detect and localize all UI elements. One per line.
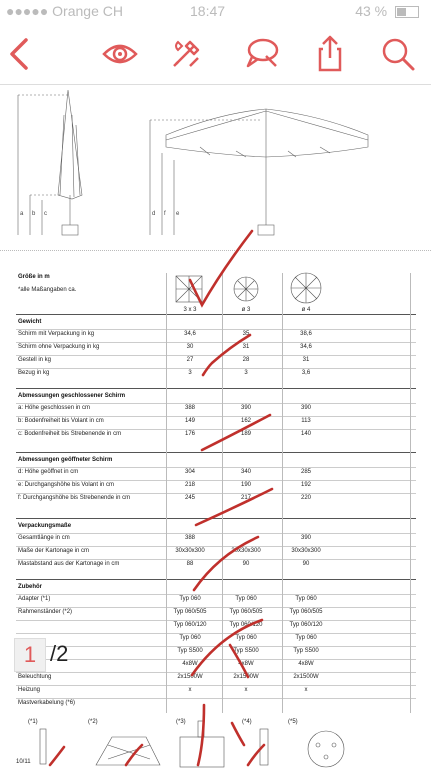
share-button[interactable] — [308, 32, 352, 76]
table-cell: 390 — [240, 405, 251, 411]
table-cell: Typ 060 — [235, 635, 257, 641]
row-label: Schirm mit Verpackung in kg — [18, 331, 95, 337]
table-cell: 304 — [184, 469, 195, 475]
column-divider — [410, 273, 411, 713]
section-title: Verpackungsmaße — [18, 523, 72, 529]
row-divider — [16, 685, 416, 686]
dim-label-b: b — [32, 211, 36, 217]
row-divider — [16, 355, 416, 356]
row-divider — [16, 646, 416, 647]
table-cell: Typ 060/505 — [289, 609, 323, 615]
share-icon — [308, 32, 352, 76]
row-divider — [16, 633, 416, 634]
row-label: a: Höhe geschlossen in cm — [18, 405, 91, 411]
row-label: Schirm ohne Verpackung in kg — [18, 344, 100, 350]
table-cell: Typ S500 — [177, 648, 203, 654]
table-cell: 28 — [242, 357, 250, 363]
comment-button[interactable] — [240, 32, 284, 76]
view-button[interactable] — [98, 32, 142, 76]
table-cell: 31 — [242, 344, 250, 350]
current-page[interactable]: 1 — [14, 638, 46, 672]
dim-label-d: d — [152, 211, 156, 217]
table-cell: Typ 060 — [295, 596, 317, 602]
section-title: Abmessungen geöffneter Schirm — [18, 457, 113, 463]
row-label: Gestell in kg — [18, 357, 52, 363]
row-label: Bezug in kg — [18, 370, 50, 376]
table-cell: 3 — [188, 370, 192, 376]
search-button[interactable] — [376, 32, 420, 76]
table-cell: Typ S500 — [293, 648, 319, 654]
table-cell: 190 — [240, 482, 251, 488]
table-cell: Typ 060/120 — [289, 622, 323, 628]
row-divider — [16, 368, 416, 369]
row-label: f: Durchgangshöhe bis Strebenende in cm — [18, 495, 131, 501]
chevron-left-icon — [0, 32, 44, 76]
row-divider — [16, 467, 416, 468]
accessory-label: (*3) — [176, 719, 186, 725]
table-cell: 34,6 — [184, 331, 196, 337]
table-cell: x — [244, 687, 248, 693]
row-label: b: Bodenfreiheit bis Volant in cm — [18, 418, 104, 424]
row-divider — [16, 342, 416, 343]
search-icon — [376, 32, 420, 76]
umbrella-technical-drawing — [0, 85, 431, 265]
row-label: Adapter (*1) — [18, 596, 51, 602]
table-cell: Typ 060/120 — [229, 622, 263, 628]
table-cell: Typ S500 — [233, 648, 259, 654]
table-cell: 217 — [240, 495, 251, 501]
battery-icon — [395, 6, 419, 18]
clock: 18:47 — [190, 3, 226, 19]
dotted-separator — [0, 250, 431, 251]
row-divider — [16, 480, 416, 481]
column-label: ø 4 — [301, 307, 311, 313]
table-cell: 35 — [242, 331, 250, 337]
accessory-label: (*2) — [88, 719, 98, 725]
table-cell: 30 — [186, 344, 194, 350]
table-cell: x — [188, 687, 192, 693]
column-label: 3 x 3 — [183, 307, 197, 313]
table-cell: 388 — [184, 535, 195, 541]
row-divider — [16, 672, 416, 673]
table-cell: 189 — [240, 431, 251, 437]
annotate-tools-icon — [164, 32, 208, 76]
table-cell: 3,6 — [301, 370, 311, 376]
column-divider — [282, 273, 283, 713]
section-divider — [16, 579, 416, 580]
table-cell: Typ 060 — [295, 635, 317, 641]
table-cell: 388 — [184, 405, 195, 411]
row-label: Mastverkabelung (*6) — [18, 700, 76, 706]
table-cell: 218 — [184, 482, 195, 488]
row-label: Maße der Kartonage in cm — [18, 548, 90, 554]
table-cell: Typ 060 — [179, 596, 201, 602]
row-divider — [16, 493, 416, 494]
table-cell: 113 — [301, 418, 311, 424]
section-divider — [16, 314, 416, 315]
dim-label-c: c — [44, 211, 47, 217]
table-cell: 220 — [300, 495, 311, 501]
dim-label-a: a — [20, 211, 24, 217]
dim-label-f: f — [164, 211, 166, 217]
row-divider — [16, 403, 416, 404]
accessory-drawings — [0, 715, 431, 768]
page-footer-number: 10/11 — [16, 759, 31, 765]
table-cell: 340 — [240, 469, 251, 475]
table-cell: Typ 060 — [235, 596, 257, 602]
column-label: ø 3 — [241, 307, 251, 313]
table-cell: 149 — [184, 418, 195, 424]
accessory-label: (*1) — [28, 719, 38, 725]
table-cell: 245 — [184, 495, 195, 501]
table-cell: 30x30x300 — [291, 548, 321, 554]
row-divider — [16, 429, 416, 430]
back-button[interactable] — [0, 32, 44, 76]
umbrella-shape-icons — [168, 270, 408, 310]
row-label: Heizung — [18, 687, 41, 693]
table-cell: 30x30x300 — [231, 548, 261, 554]
row-label: Mastabstand aus der Kartonage in cm — [18, 561, 120, 567]
battery-indicator — [355, 3, 419, 19]
table-cell: 2x1500W — [233, 674, 259, 680]
accessory-label: (*5) — [288, 719, 298, 725]
table-cell: 38,6 — [300, 331, 312, 337]
table-cell: 140 — [300, 431, 311, 437]
table-cell: 192 — [300, 482, 311, 488]
table-cell: 4x8W — [298, 661, 314, 667]
table-cell: 4x8W — [238, 661, 254, 667]
size-header: Größe in m — [18, 274, 50, 280]
table-cell: Typ 060/120 — [173, 622, 207, 628]
row-divider — [16, 559, 416, 560]
annotate-button[interactable] — [164, 32, 208, 76]
table-cell: Typ 060/505 — [173, 609, 207, 615]
table-cell: x — [304, 687, 308, 693]
table-cell: 27 — [186, 357, 194, 363]
accessory-label: (*4) — [242, 719, 252, 725]
eye-icon — [98, 32, 142, 76]
table-cell: 4x8W — [182, 661, 198, 667]
table-cell: 90 — [242, 561, 250, 567]
table-cell: 34,6 — [300, 344, 312, 350]
table-cell: 176 — [184, 431, 195, 437]
row-divider — [16, 698, 416, 699]
status-bar — [0, 0, 431, 24]
row-divider — [16, 594, 416, 595]
table-cell: 285 — [300, 469, 311, 475]
table-cell: 88 — [186, 561, 194, 567]
table-cell: 90 — [302, 561, 310, 567]
table-cell: Typ 060/505 — [229, 609, 263, 615]
table-cell: 30x30x300 — [175, 548, 205, 554]
row-label: Rahmenständer (*2) — [18, 609, 73, 615]
table-cell: 162 — [240, 418, 251, 424]
row-divider — [16, 659, 416, 660]
table-cell: Typ 060 — [179, 635, 201, 641]
pdf-toolbar — [0, 24, 431, 85]
section-divider — [16, 518, 416, 519]
row-divider — [16, 416, 416, 417]
row-divider — [16, 620, 416, 621]
column-divider — [166, 273, 167, 713]
table-cell: 390 — [300, 405, 311, 411]
row-label: c: Bodenfreiheit bis Strebenende in cm — [18, 431, 122, 437]
dim-label-e: e — [176, 211, 180, 217]
row-divider — [16, 607, 416, 608]
section-title: Zubehör — [18, 584, 42, 590]
battery-percent: 43 % — [355, 3, 388, 19]
table-cell: 390 — [300, 535, 311, 541]
row-divider — [16, 533, 416, 534]
table-cell: 31 — [302, 357, 310, 363]
page-total: /2 — [50, 641, 69, 666]
carrier-label: ●●●●● Orange CH — [6, 3, 123, 19]
table-cell: 2x1500W — [177, 674, 203, 680]
row-divider — [16, 546, 416, 547]
row-label: e: Durchgangshöhe bis Volant in cm — [18, 482, 115, 488]
section-divider — [16, 452, 416, 453]
speech-bubble-icon — [240, 32, 284, 76]
section-title: Abmessungen geschlossener Schirm — [18, 393, 126, 399]
row-label: d: Höhe geöffnet in cm — [18, 469, 79, 475]
section-divider — [16, 388, 416, 389]
size-note: *alle Maßangaben ca. — [18, 287, 77, 293]
column-divider — [222, 273, 223, 713]
table-cell: 3 — [244, 370, 248, 376]
table-cell: 2x1500W — [293, 674, 319, 680]
row-label: Beleuchtung — [18, 674, 52, 680]
section-title: Gewicht — [18, 319, 42, 325]
row-label: Gesamtlänge in cm — [18, 535, 70, 541]
row-divider — [16, 329, 416, 330]
